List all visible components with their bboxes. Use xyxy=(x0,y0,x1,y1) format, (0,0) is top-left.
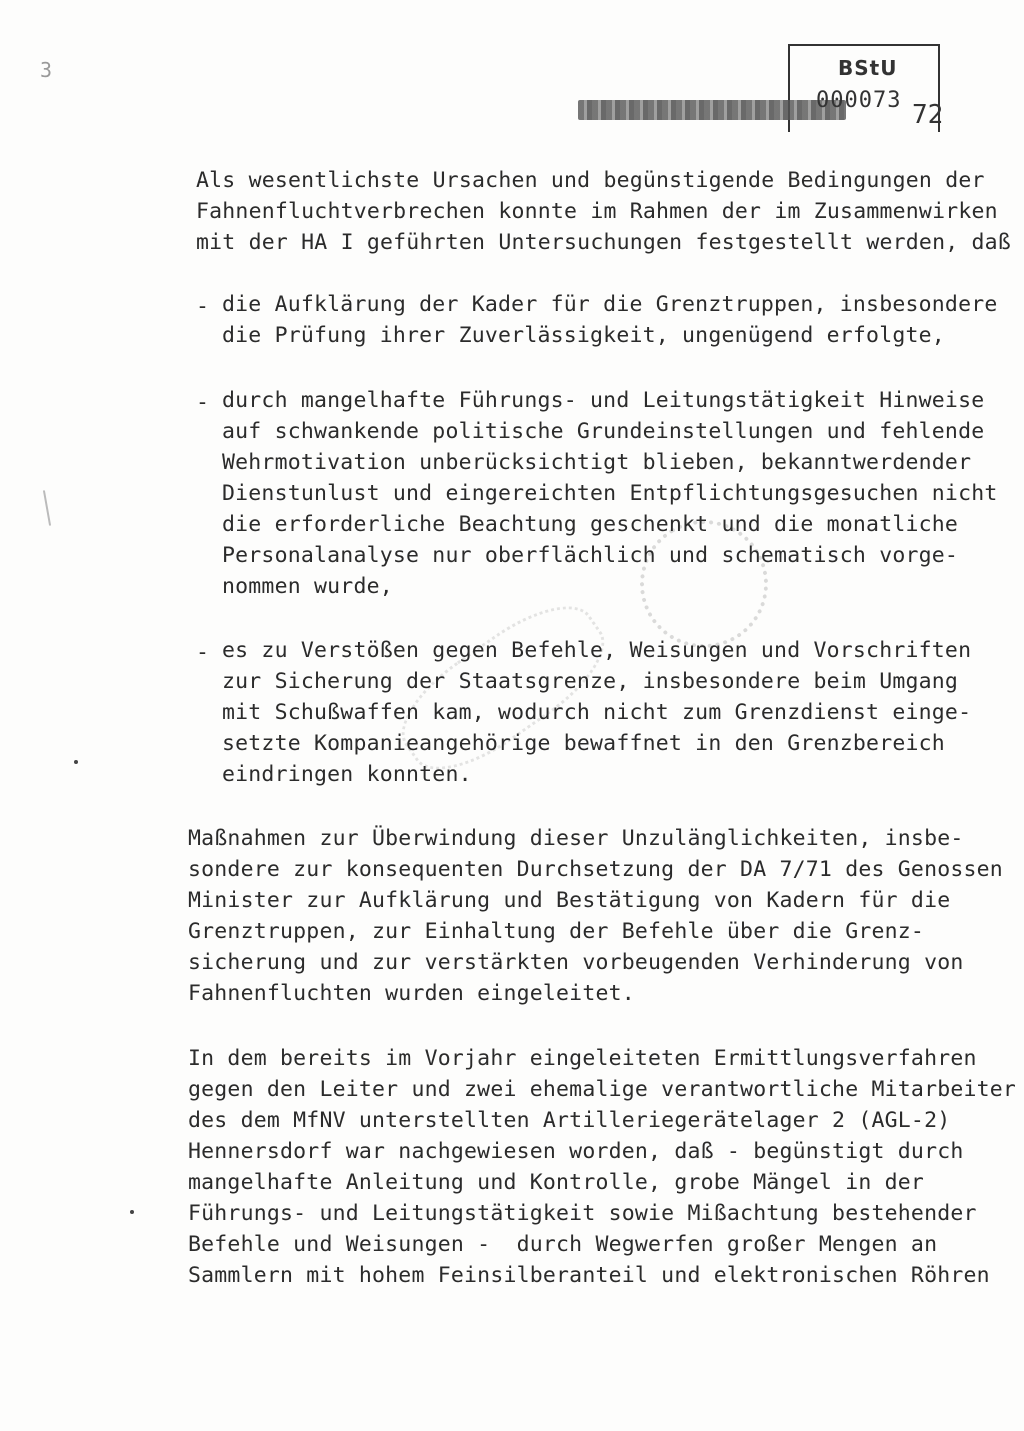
page-number: 72 xyxy=(912,100,944,130)
text-line: Fahnenfluchtverbrechen konnte im Rahmen der im Zusammenwirken xyxy=(196,199,998,224)
margin-mark xyxy=(43,490,51,526)
bullet-dash: - xyxy=(196,640,209,665)
text-line: durch mangelhafte Führungs- und Leitungstätigkeit Hinweise xyxy=(222,388,985,413)
text-line: nommen wurde, xyxy=(222,574,393,599)
text-line: Hennersdorf war nachgewiesen worden, daß - begünstigt durch xyxy=(188,1139,964,1164)
text-line: Grenztruppen, zur Einhaltung der Befehle über die Grenz- xyxy=(188,919,925,944)
text-line: die Aufklärung der Kader für die Grenztruppen, insbesondere xyxy=(222,292,998,317)
text-line: Fahnenfluchten wurden eingeleitet. xyxy=(188,981,635,1006)
text-line: gegen den Leiter und zwei ehemalige verantwortliche Mitarbeiter xyxy=(188,1077,1017,1102)
stray-dot xyxy=(74,760,78,764)
text-line: es zu Verstößen gegen Befehle, Weisungen und Vorschriften xyxy=(222,638,972,663)
text-line: In dem bereits im Vorjahr eingeleiteten Ermittlungsverfahren xyxy=(188,1046,977,1071)
text-line: Befehle und Weisungen - durch Wegwerfen großer Mengen an xyxy=(188,1232,938,1257)
text-line: zur Sicherung der Staatsgrenze, insbesondere beim Umgang xyxy=(222,669,959,694)
text-line: auf schwankende politische Grundeinstellungen und fehlende xyxy=(222,419,985,444)
stray-dot xyxy=(130,1210,134,1214)
bullet-dash: - xyxy=(196,390,209,415)
text-line: mit Schußwaffen kam, wodurch nicht zum Grenzdienst einge- xyxy=(222,700,972,725)
text-line: Führungs- und Leitungstätigkeit sowie Mißachtung bestehender xyxy=(188,1201,977,1226)
text-line: eindringen konnten. xyxy=(222,762,472,787)
text-line: Als wesentlichste Ursachen und begünstigende Bedingungen der xyxy=(196,168,985,193)
text-line: die Prüfung ihrer Zuverlässigkeit, ungenügend erfolgte, xyxy=(222,323,945,348)
text-line: Sammlern mit hohem Feinsilberanteil und elektronischen Röhren xyxy=(188,1263,990,1288)
text-line: setzte Kompanieangehörige bewaffnet in den Grenzbereich xyxy=(222,731,945,756)
stamp-label: BStU xyxy=(838,56,898,80)
text-line: Minister zur Aufklärung und Bestätigung von Kadern für die xyxy=(188,888,951,913)
struck-out-reference xyxy=(578,100,846,120)
text-line: die erforderliche Beachtung geschenkt und die monatliche xyxy=(222,512,959,537)
text-line: mit der HA I geführten Untersuchungen festgestellt werden, daß xyxy=(196,230,1011,255)
text-line: Dienstunlust und eingereichten Entpflichtungsgesuchen nicht xyxy=(222,481,998,506)
text-line: Maßnahmen zur Überwindung dieser Unzulänglichkeiten, insbe- xyxy=(188,826,964,851)
text-line: sondere zur konsequenten Durchsetzung der DA 7/71 des Genossen xyxy=(188,857,1003,882)
corner-mark: 3 xyxy=(40,58,53,82)
text-line: des dem MfNV unterstellten Artilleriegerätelager 2 (AGL-2) xyxy=(188,1108,951,1133)
text-line: Wehrmotivation unberücksichtigt blieben, bekanntwerdender xyxy=(222,450,972,475)
text-line: mangelhafte Anleitung und Kontrolle, grobe Mängel in der xyxy=(188,1170,925,1195)
text-line: sicherung und zur verstärkten vorbeugenden Verhinderung von xyxy=(188,950,964,975)
text-line: Personalanalyse nur oberflächlich und schematisch vorge- xyxy=(222,543,959,568)
bullet-dash: - xyxy=(196,294,209,319)
stamp-number: 000073 xyxy=(816,88,902,113)
